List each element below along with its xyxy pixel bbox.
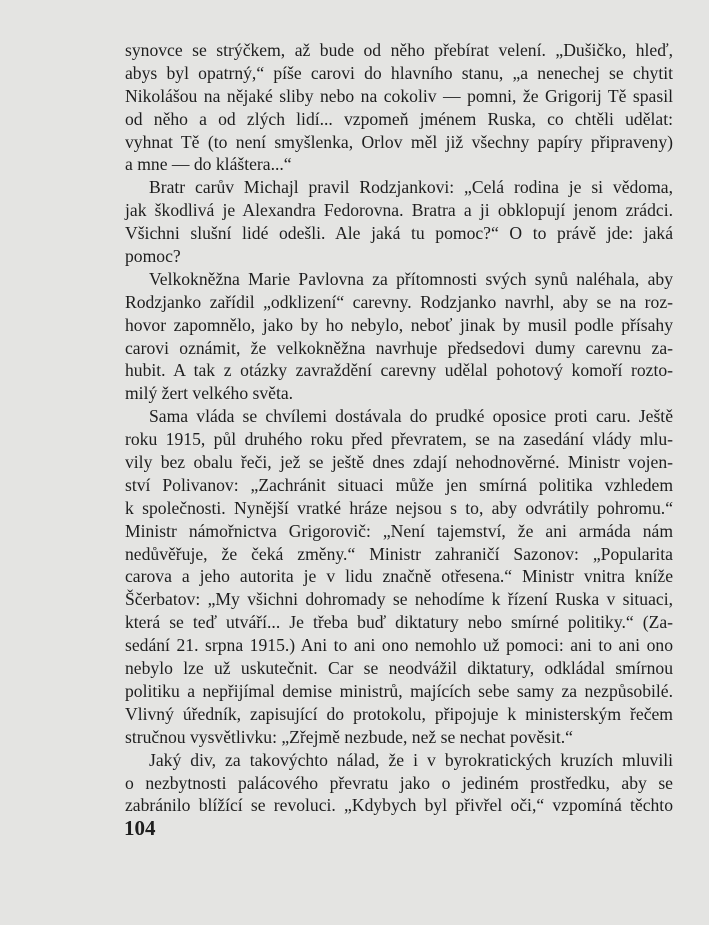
text-line: Bratr carův Michajl pravil Rodzjankovi: „Celá rodina je si vědoma, [149,177,673,198]
text-line: pomoc? [125,246,181,267]
paragraph [125,176,673,268]
text-line: o nezbytnosti palácového převratu jako o jediném prostředku, aby se [125,772,673,793]
body-text [125,39,673,817]
text-line: nebylo lze už uskutečnit. Car se neodvážil diktatury, odkládal smírnou [125,658,673,679]
text-line: milý žert velkého světa. [125,383,294,404]
text-line: Všichni slušní lidé odešli. Ale jaká tu pomoc?“ O to právě jde: jaká [125,223,673,244]
paragraph [125,749,673,818]
text-line: která se teď utváří... Je třeba buď diktatury nebo smírné politiky.“ (Za- [125,612,673,633]
text-line: abys byl opatrný,“ píše carovi do hlavního stanu, „a nenechej se chytit [125,62,673,83]
text-line: Jaký div, za takovýchto nálad, že i v byrokratických kruzích mluvili [149,749,673,770]
text-line: politiku a nepřijímal demise ministrů, majících sebe samy za nezpůsobilé. [125,680,673,701]
text-line: Ščerbatov: „My všichni dohromady se nehodíme k řízení Ruska v situaci, [125,589,673,610]
text-line: zabránilo blížící se revoluci. „Kdybych byl přivřel oči,“ vzpomíná těchto [125,795,673,816]
text-line: roku 1915, půl druhého roku před převratem, se na zasedání vlády mlu- [125,429,673,450]
paragraph [125,39,673,176]
text-line: vily bez obalu řeči, jež se ještě dnes zdají nehodnověrné. Ministr vojen- [125,452,673,473]
text-line: Nikolášou na nějaké sliby nebo na cokoliv — pomni, že Grigorij Tě spasil [125,85,673,106]
text-line: k společnosti. Nynější vratké hráze nejsou s to, aby odvrátily pohromu.“ [125,497,673,518]
text-line: hovor zapomnělo, jako by ho nebylo, neboť jinak by musil podle přísahy [125,314,673,335]
text-line: Velkokněžna Marie Pavlovna za přítomnosti svých synů naléhala, aby [149,268,673,289]
text-line: jak škodlivá je Alexandra Fedorovna. Bratra a ji obklopují jenom zrádci. [125,200,673,221]
text-line: sedání 21. srpna 1915.) Ani to ani ono nemohlo už pomoci: ani to ani ono [125,635,673,656]
text-line: ství Polivanov: „Zachránit situaci může jen smírná politika vzhledem [125,474,673,495]
text-line: nedůvěřuje, že čeká změny.“ Ministr zahraničí Sazonov: „Popularita [125,543,673,564]
text-line: stručnou vysvětlivku: „Zřejmě nezbude, než se nechat pověsit.“ [125,726,573,747]
text-line: vyhnat Tě (to není smyšlenka, Orlov měl již všechny papíry připraveny) [125,131,673,152]
text-line: hubit. A tak z otázky zavraždění carevny udělal pohotový komoří rozto- [125,360,673,381]
text-line: Vlivný úředník, zapisující do protokolu, připojuje k ministerským řečem [125,703,673,724]
text-line: Sama vláda se chvílemi dostávala do prudké oposice proti caru. Ještě [149,406,673,427]
text-line: carova a jeho autorita je v lidu značně otřesena.“ Ministr vnitra kníže [125,566,673,587]
text-line: Rodzjanko zařídil „odklizení“ carevny. Rodzjanko navrhl, aby se na roz- [125,291,673,312]
text-line: synovce se strýčkem, až bude od něho přebírat velení. „Dušičko, hleď, [125,40,673,60]
text-line: od něho a od zlých lidí... vzpomeň jménem Ruska, co chtěli udělat: [125,108,673,129]
text-line: carovi oznámit, že velkokněžna navrhuje předsedovi dumy carevnu za- [125,337,673,358]
text-line: a mne — do kláštera...“ [125,154,292,175]
text-line: Ministr námořnictva Grigorovič: „Není tajemství, že ani armáda nám [125,520,673,541]
paragraph [125,268,673,405]
page-number: 104 [124,816,156,840]
paragraph [125,405,673,748]
